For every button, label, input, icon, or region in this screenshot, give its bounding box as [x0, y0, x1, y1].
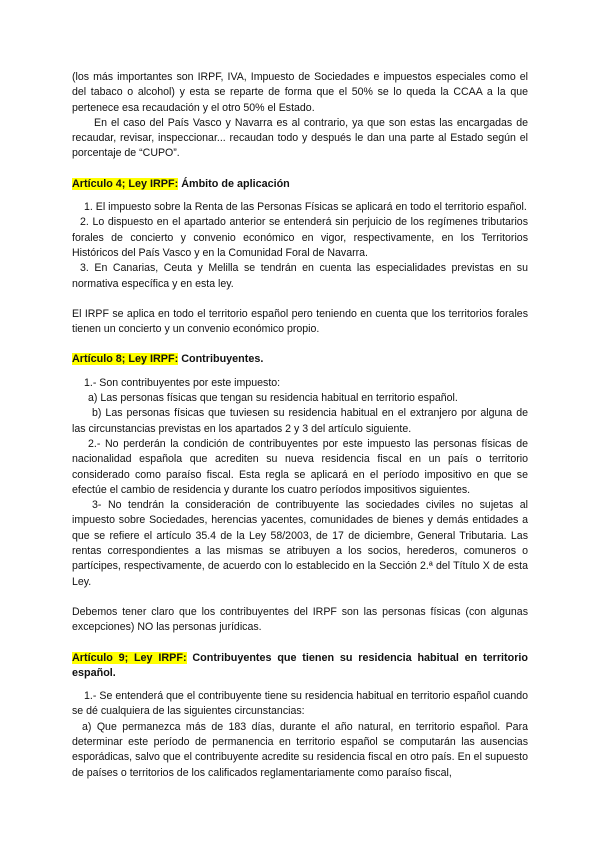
article-8-point-1b: b) Las personas físicas que tuviesen su residencia habitual en el extranjero por alguna de las circunstancias previstas en los apartados 2 y 3 del artículo siguiente. [72, 407, 528, 435]
paragraph-ccaa-split: (los más importantes son IRPF, IVA, Impuesto de Sociedades e impuestos especiales como el del tabaco o alcohol) y esta se reparte de forma que el 50% se lo queda la CCAA a la que pertenece esa recaudación y el otro 50% el Estado. [72, 71, 528, 114]
heading-article-label: Artículo 8; Ley IRPF: [72, 353, 179, 366]
article-8-point-2: 2.- No perderán la condición de contribuyentes por este impuesto las personas físicas de nacionalidad española que acrediten su nueva residencia fiscal en un país o territorio considerado como paraíso fiscal. Esta regla se aplicará en el período impositivo en que se efectúe el cambio de residencia y durante los cuatro períodos impositivos siguientes. [72, 437, 528, 496]
heading-article-label: Artículo 9; Ley IRPF: [72, 651, 187, 664]
article-9-point-1: 1.- Se entenderá que el contribuyente tiene su residencia habitual en territorio español cuando se dé cualquiera de las siguientes circunstancias: [72, 690, 528, 718]
article-4-point-2: 2. Lo dispuesto en el apartado anterior se entenderá sin perjuicio de los regímenes tributarios forales de concierto y convenio económico en vigor, respectivamente, en los Territorios Históricos del País Vasco y en la Comunidad Foral de Navarra. [72, 216, 528, 259]
note-personas-fisicas: Debemos tener claro que los contribuyentes del IRPF son las personas físicas (con algunas excepciones) NO las personas jurídicas. [72, 605, 528, 634]
note-territorios-forales: El IRPF se aplica en todo el territorio español pero teniendo en cuenta que los territorios forales tienen un concierto y un convenio económico propio. [72, 307, 528, 336]
heading-articulo-4 [72, 177, 528, 192]
article-9-point-1a: a) Que permanezca más de 183 días, durante el año natural, en territorio español. Para determinar este período de permanencia en territorio español se computarán las ausencias esporádicas, salvo que el contribuyente acredite su residencia fiscal en otro país. En el supuesto de países o territorios de los calificados reglamentariamente como paraíso fiscal, [72, 720, 528, 779]
heading-articulo-9 [72, 651, 528, 682]
paragraph-pais-vasco-navarra: En el caso del País Vasco y Navarra es al contrario, ya que son estas las encargadas de recaudar, revisar, inspeccionar... recaudan todo y después le dan una parte al Estado según el porcentaje de “CUPO”. [72, 116, 528, 160]
heading-article-title: Ámbito de aplicación [181, 177, 290, 190]
article-8-point-1a: a) Las personas físicas que tengan su residencia habitual en territorio español. [88, 392, 458, 405]
document-body [72, 70, 528, 781]
article-8-point-1: 1.- Son contribuyentes por este impuesto: [84, 376, 281, 389]
article-4-point-1: 1. El impuesto sobre la Renta de las Personas Físicas se aplicará en todo el territorio español. [84, 201, 527, 214]
article-4-point-3: 3. En Canarias, Ceuta y Melilla se tendrán en cuenta las especialidades previstas en su normativa específica y en esta ley. [72, 262, 528, 290]
heading-article-title: Contribuyentes que tienen su residencia habitual en territorio español. [72, 651, 529, 679]
article-8-point-3: 3- No tendrán la consideración de contribuyente las sociedades civiles no sujetas al impuesto sobre Sociedades, herencias yacentes, comunidades de bienes y demás entidades a que se refiere el artículo 35.4 de la Ley 58/2003, de 17 de diciembre, General Tributaria. Las rentas correspondientes a las mismas se atribuyen a los socios, herederos, comuneros o partícipes, respectivamente, de acuerdo con lo establecido en la Sección 2.ª del Título X de esta Ley. [72, 499, 528, 588]
heading-articulo-8 [72, 352, 528, 367]
heading-article-label: Artículo 4; Ley IRPF: [72, 177, 179, 190]
heading-article-title: Contribuyentes. [181, 353, 264, 366]
